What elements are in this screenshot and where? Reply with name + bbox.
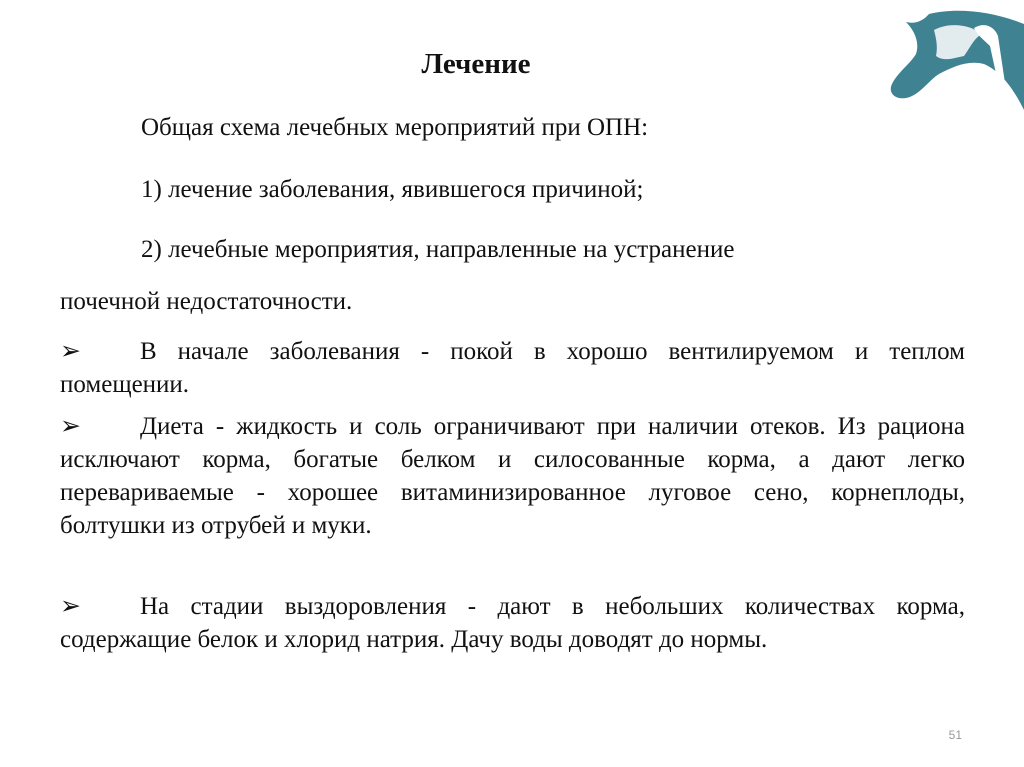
arrow-bullet-icon: ➢ (60, 338, 81, 365)
bullet-text: В начале заболевания - покой в хорошо вентилируемом и теплом помещении. (60, 338, 965, 398)
page-number: 51 (948, 728, 962, 742)
bullet-paragraph (60, 590, 965, 656)
list-item-2-line-1: 2) лечебные мероприятия, направленные на устранение (141, 236, 735, 263)
slide-title: Лечение (421, 48, 531, 80)
bullet-paragraph (60, 410, 965, 542)
list-item-1: 1) лечение заболевания, явившегося причиной; (141, 176, 644, 203)
intro-text: Общая схема лечебных мероприятий при ОПН: (141, 114, 649, 141)
bullet-text: Диета - жидкость и соль ограничивают при наличии отеков. Из рациона исключают корма, богатые белком и силосованные корма, а дают легко перевариваемые - хорошее витаминизированное луговое сено, корнеплоды, болтушки из отрубей и муки. (60, 413, 965, 539)
bullet-paragraph (60, 335, 965, 401)
arrow-bullet-icon: ➢ (60, 413, 81, 440)
horse-logo-icon (874, 0, 1024, 110)
bullet-text: На стадии выздоровления - дают в небольших количествах корма, содержащие белок и хлорид натрия. Дачу воды доводят до нормы. (60, 593, 965, 653)
arrow-bullet-icon: ➢ (60, 593, 81, 620)
list-item-2-line-2: почечной недостаточности. (60, 288, 353, 315)
